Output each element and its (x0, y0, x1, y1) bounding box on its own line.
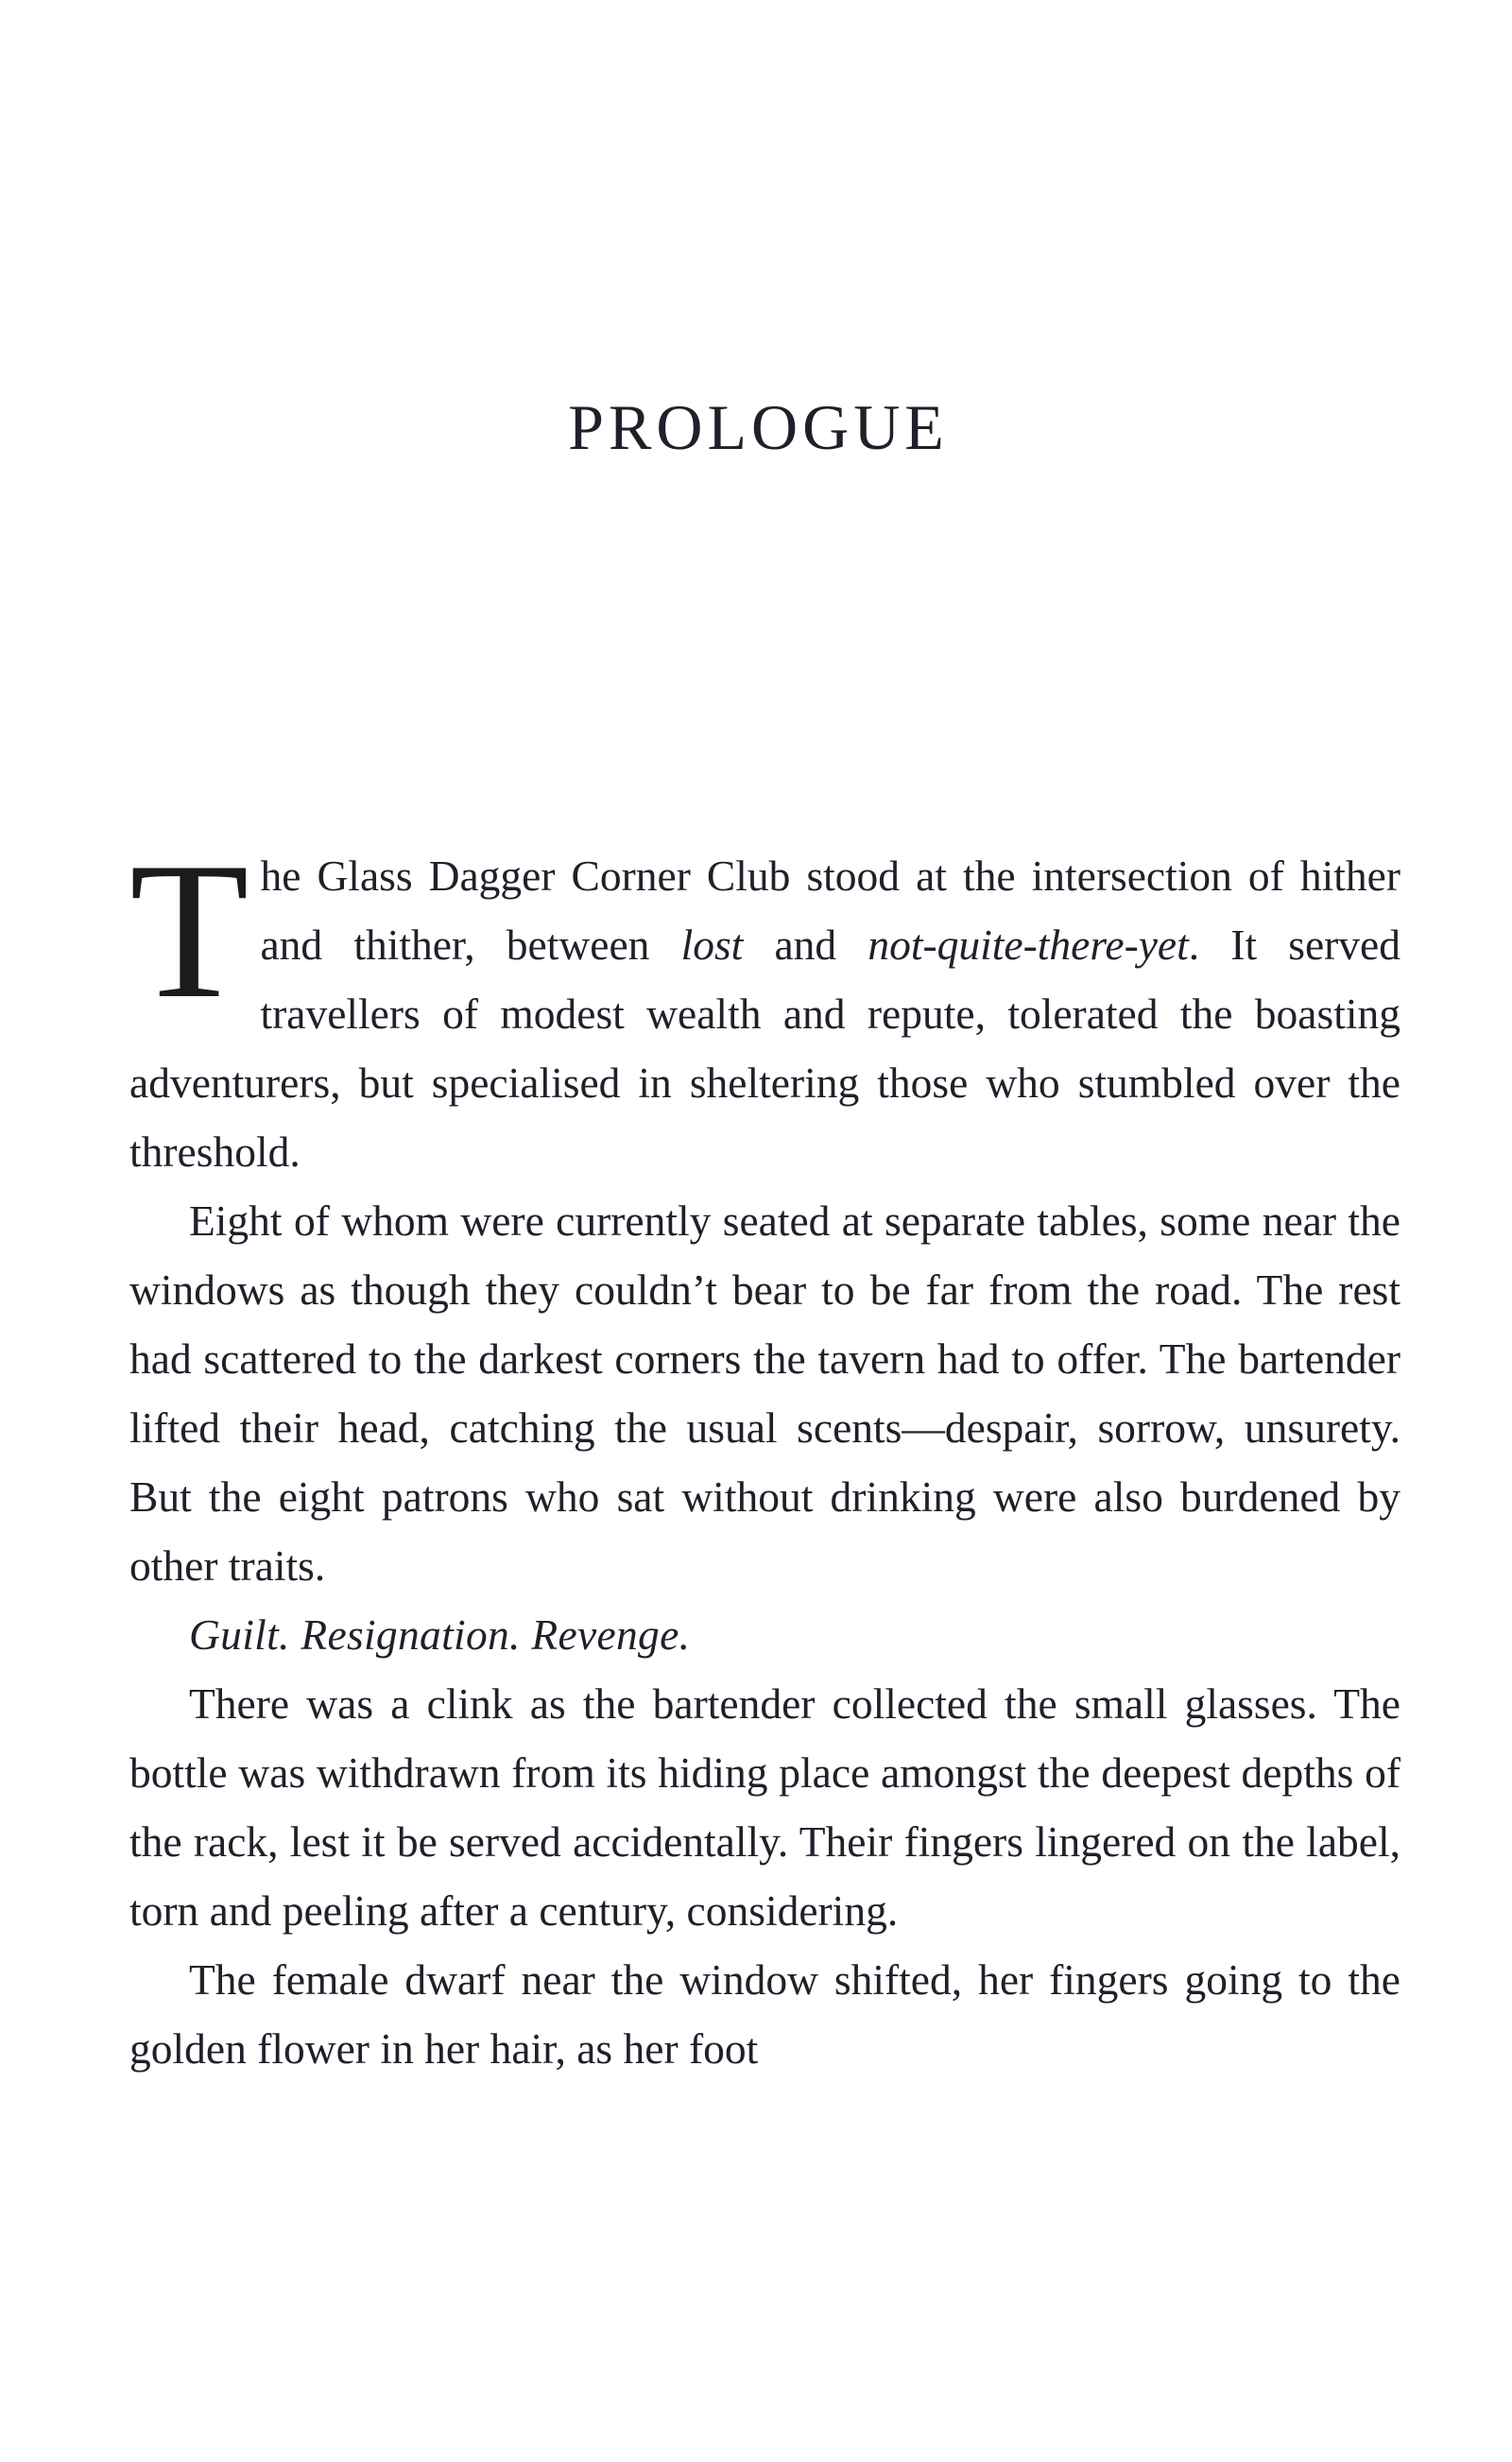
paragraph-2: Eight of whom were currently seated at separate tables, some near the windows as though they couldn’t bear to be far from the road. The rest had scattered to the darkest corners the tavern had to offer. The bartender lifted their head, catching the usual scents—despair, sorrow, unsurety. But the eight patrons who sat without drinking were also burdened by other traits. (129, 1197, 1400, 1590)
paragraph-3-emphasis: Guilt. Resignation. Revenge. (189, 1610, 691, 1659)
paragraph-1-segment-c: . It served travellers of modest wealth and repute, tolerated the boasting adventurers, but specialised in sheltering those who stumbled over the threshold. (129, 921, 1400, 1176)
paragraph-4: There was a clink as the bartender collected the small glasses. The bottle was withdrawn from its hiding place amongst the deepest depths of the rack, lest it be served accidentally. Their fingers lingered on the label, torn and peeling after a century, considering. (129, 1679, 1400, 1935)
paragraph-1-italic-notquite: not-quite-there-yet (868, 921, 1189, 969)
body-text-column (129, 822, 1400, 2083)
paragraph-5: The female dwarf near the window shifted, her fingers going to the golden flower in her hair, as her foot (129, 1955, 1400, 2073)
drop-cap-letter: T (129, 822, 249, 1039)
paragraph-1 (129, 822, 1400, 1186)
paragraph-1-segment-a: he Glass Dagger Corner Club stood at the intersection of hither and thither, between (260, 852, 1400, 969)
page-title: PROLOGUE (568, 390, 949, 463)
paragraph-1-italic-lost: lost (680, 921, 744, 969)
paragraph-1-segment-b: and (743, 921, 868, 969)
